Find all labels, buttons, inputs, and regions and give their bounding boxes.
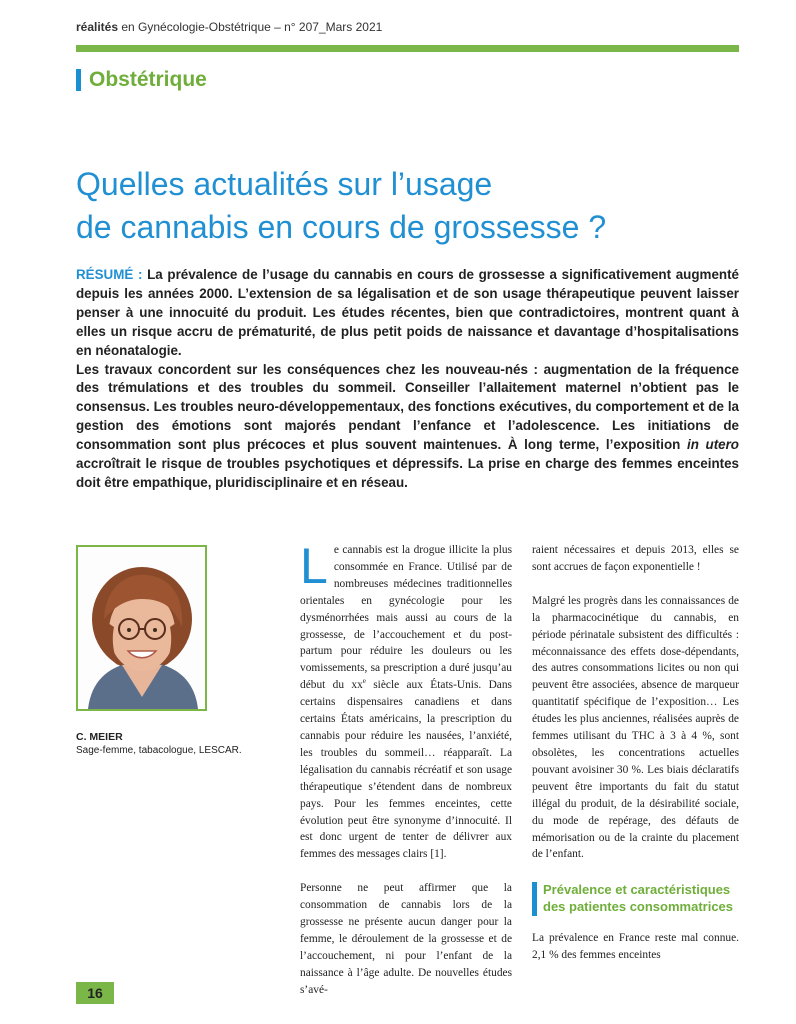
abstract-paragraph-1 (76, 266, 739, 361)
article-title-line-1: Quelles actualités sur l’usage (76, 166, 493, 203)
journal-header (76, 20, 382, 34)
body-column-2 (532, 542, 739, 964)
header-rule (76, 45, 739, 52)
page-number: 16 (76, 982, 114, 1004)
body-paragraph-4: Malgré les progrès dans les connaissances de la pharmacocinétique du cannabis, en période périnatale subsistent des difficultés : méconnaissance des effets dose-dépendants, des autres consommations licites ou non qui peuvent être associées, absence de marqueur quantitatif spécifique de l’exposition… Les études les plus anciennes, réalisées auprès de femmes utilisant du THC à 3 à 4 %, sont obsolètes, les concentrations actuelles pouvant avoisiner 30 %. Les biais déclaratifs peuvent être importants du fait du statut illégal du produit, de la désirabilité sociale, du mode de repérage, des défauts de mémorisation ou de la crainte du placement de l’enfant. (532, 594, 739, 861)
body-text-1b: siècle aux États-Unis. Dans certains dispensaires canadiens et dans certains États américains, la prescription du cannabis pour réduire les nausées, l’anxiété, les troubles du sommeil… réapparaît. La légalisation du cannabis récréatif et son usage thérapeutique s’étendent dans de nombreux pays. Pour les femmes enceintes, cette évolution peut être synonyme d’innocuité. Il est donc urgent de tenter de délivrer aux femmes des messages clairs [1]. (300, 679, 512, 861)
subheading-marker (532, 882, 537, 916)
journal-name: réalités (76, 20, 119, 34)
abstract-italic-term: in utero (686, 437, 739, 453)
section-label (76, 68, 207, 92)
century-numeral: xx (351, 679, 363, 692)
author-affiliation: Sage-femme, tabacologue, LESCAR. (76, 745, 242, 756)
drop-cap: L (300, 538, 328, 594)
body-paragraph-2: Personne ne peut affirmer que la consommation de cannabis lors de la grossesse ne présente aucun danger pour la femme, le déroulement de la grossesse et de l’accouchement, ni pour l’enfant de la naissance à l’âge adulte. De nouvelles études s’avé- (300, 882, 512, 996)
section-marker (76, 69, 81, 91)
subheading (532, 881, 739, 916)
century-superscript: e (362, 677, 366, 686)
abstract-text-1: La prévalence de l’usage du cannabis en cours de grossesse a significativement augmenté depuis les années 2000. L’extension de sa légalisation et de son usage thérapeutique peuvent laisser penser à une innocuité du produit. Les études récentes, bien que contradictoires, montrent quant à elles un risque accru de prématurité, de plus petit poids de naissance et davantage d’hospitalisations en néonatalogie. (76, 267, 739, 358)
journal-issue: en Gynécologie-Obstétrique – n° 207_Mars 2021 (118, 20, 383, 34)
section-title: Obstétrique (89, 68, 207, 91)
subheading-line-2: des patientes consommatrices (543, 899, 734, 915)
article-title (76, 163, 736, 249)
abstract (76, 266, 739, 493)
article-title-line-2: de cannabis en cours de grossesse ? (76, 209, 607, 246)
abstract-keyword: RÉSUMÉ : (76, 267, 143, 282)
abstract-text-2b: accroîtrait le risque de troubles psychotiques et dépressifs. La prise en charge des femmes enceintes doit être empathique, pluridisciplinaire et en réseau. (76, 456, 739, 490)
subheading-line-1: Prévalence et caractéristiques (543, 882, 731, 898)
subheading-text (543, 881, 733, 916)
abstract-paragraph-2 (76, 361, 739, 493)
body-column-1 (300, 538, 512, 999)
body-paragraph-5: La prévalence en France reste mal connue. 2,1 % des femmes enceintes (532, 932, 739, 962)
abstract-text-2a: Les travaux concordent sur les conséquences chez les nouveau-nés : augmentation de la fréquence des trémulations et des troubles du sommeil. Conseiller l’allaitement maternel n’obtient pas le consensus. Les troubles neuro-développementaux, des fonctions exécutives, du comportement et de la gestion des émotions sont majorés pendant l’enfance et l’adolescence. Les initiations de consommation sont plus précoces et plus souvent maintenues. À long terme, l’exposition (76, 361, 739, 453)
author-photo (76, 545, 207, 711)
author-portrait-image (78, 547, 205, 709)
body-text-1a: e cannabis est la drogue illicite la plus consommée en France. Utilisé par de nombreuses médecines traditionnelles orientales en gynécologie pour les dysménorrhées mais aussi au cours de la grossesse, de l’accouchement et du post-partum pour réduire les douleurs ou les vomissements, sa prescription a duré jusqu’au début du (300, 544, 512, 692)
author-name: C. MEIER (76, 731, 123, 743)
body-paragraph-1 (300, 538, 512, 863)
body-paragraph-3: raient nécessaires et depuis 2013, elles se sont accrues de façon exponentielle ! (532, 544, 739, 573)
